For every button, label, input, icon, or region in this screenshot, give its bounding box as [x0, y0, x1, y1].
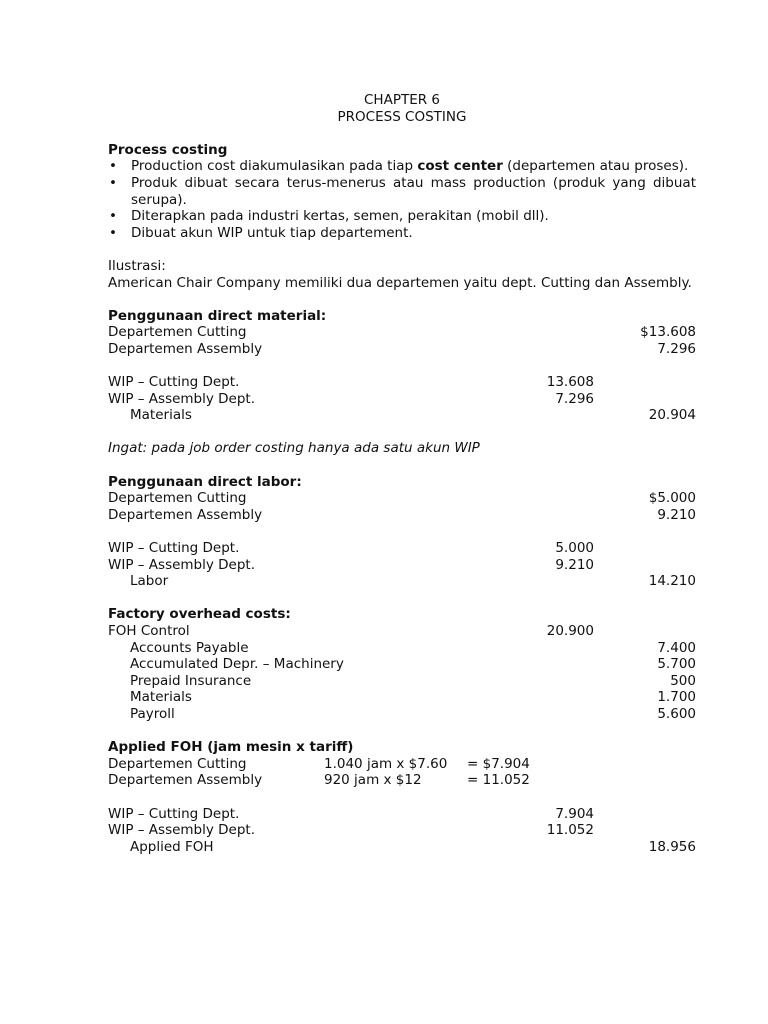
journal-row: WIP – Assembly Dept. 9.210	[108, 556, 594, 573]
journal-row: Accounts Payable 7.400	[130, 639, 696, 656]
list-item: • Production cost diakumulasikan pada tiap cost center (departemen atau proses).	[108, 158, 696, 175]
note-text: Ingat: pada job order costing hanya ada satu akun WIP	[108, 440, 480, 457]
journal-row: FOH Control 20.900	[108, 623, 594, 639]
illustration-text: American Chair Company memiliki dua departemen yaitu dept. Cutting dan Assembly.	[108, 274, 692, 291]
journal-row: Payroll 5.600	[130, 705, 696, 722]
journal-row: WIP – Cutting Dept. 5.000	[108, 540, 594, 557]
journal-row: Labor 14.210	[130, 573, 696, 590]
section-heading-direct-material: Penggunaan direct material:	[108, 307, 327, 324]
journal-row: Accumulated Depr. – Machinery 5.700	[130, 656, 696, 673]
process-costing-list	[108, 158, 696, 241]
section-heading-factory-overhead: Factory overhead costs:	[108, 606, 291, 623]
ledger-row: Departemen Assembly 9.210	[108, 506, 696, 523]
chapter-title: PROCESS COSTING	[337, 108, 467, 125]
chapter-label: CHAPTER 6	[364, 92, 440, 108]
list-item: • Diterapkan pada industri kertas, semen, perakitan (mobil dll).	[108, 208, 696, 225]
section-heading-direct-labor: Penggunaan direct labor:	[108, 473, 302, 490]
list-item: • Produk dibuat secara terus-menerus atau mass production (produk yang dibuat serupa).	[108, 175, 696, 208]
journal-row: WIP – Cutting Dept. 13.608	[108, 374, 594, 391]
journal-row: Prepaid Insurance 500	[130, 672, 696, 689]
calculation-row: Departemen Assembly 920 jam x $12 = 11.052	[108, 772, 530, 789]
journal-row: WIP – Assembly Dept. 7.296	[108, 390, 594, 407]
cost-center-term: cost center	[417, 158, 503, 175]
document-content	[108, 92, 696, 855]
section-heading-applied-foh: Applied FOH (jam mesin x tariff)	[108, 739, 354, 756]
section-heading-process-costing: Process costing	[108, 141, 228, 158]
journal-row: Applied FOH 18.956	[130, 838, 696, 855]
journal-row: WIP – Cutting Dept. 7.904	[108, 805, 594, 822]
journal-row: Materials 1.700	[130, 689, 696, 706]
journal-row: Materials 20.904	[130, 407, 696, 424]
ledger-row: Departemen Cutting $5.000	[108, 490, 696, 507]
calculation-row: Departemen Cutting 1.040 jam x $7.60 = $7.904	[108, 755, 530, 772]
ledger-row: Departemen Cutting $13.608	[108, 324, 696, 341]
illustration-label: Ilustrasi:	[108, 257, 166, 274]
ledger-row: Departemen Assembly 7.296	[108, 340, 696, 357]
list-item: • Dibuat akun WIP untuk tiap departement.	[108, 225, 696, 242]
journal-row: WIP – Assembly Dept. 11.052	[108, 822, 594, 839]
